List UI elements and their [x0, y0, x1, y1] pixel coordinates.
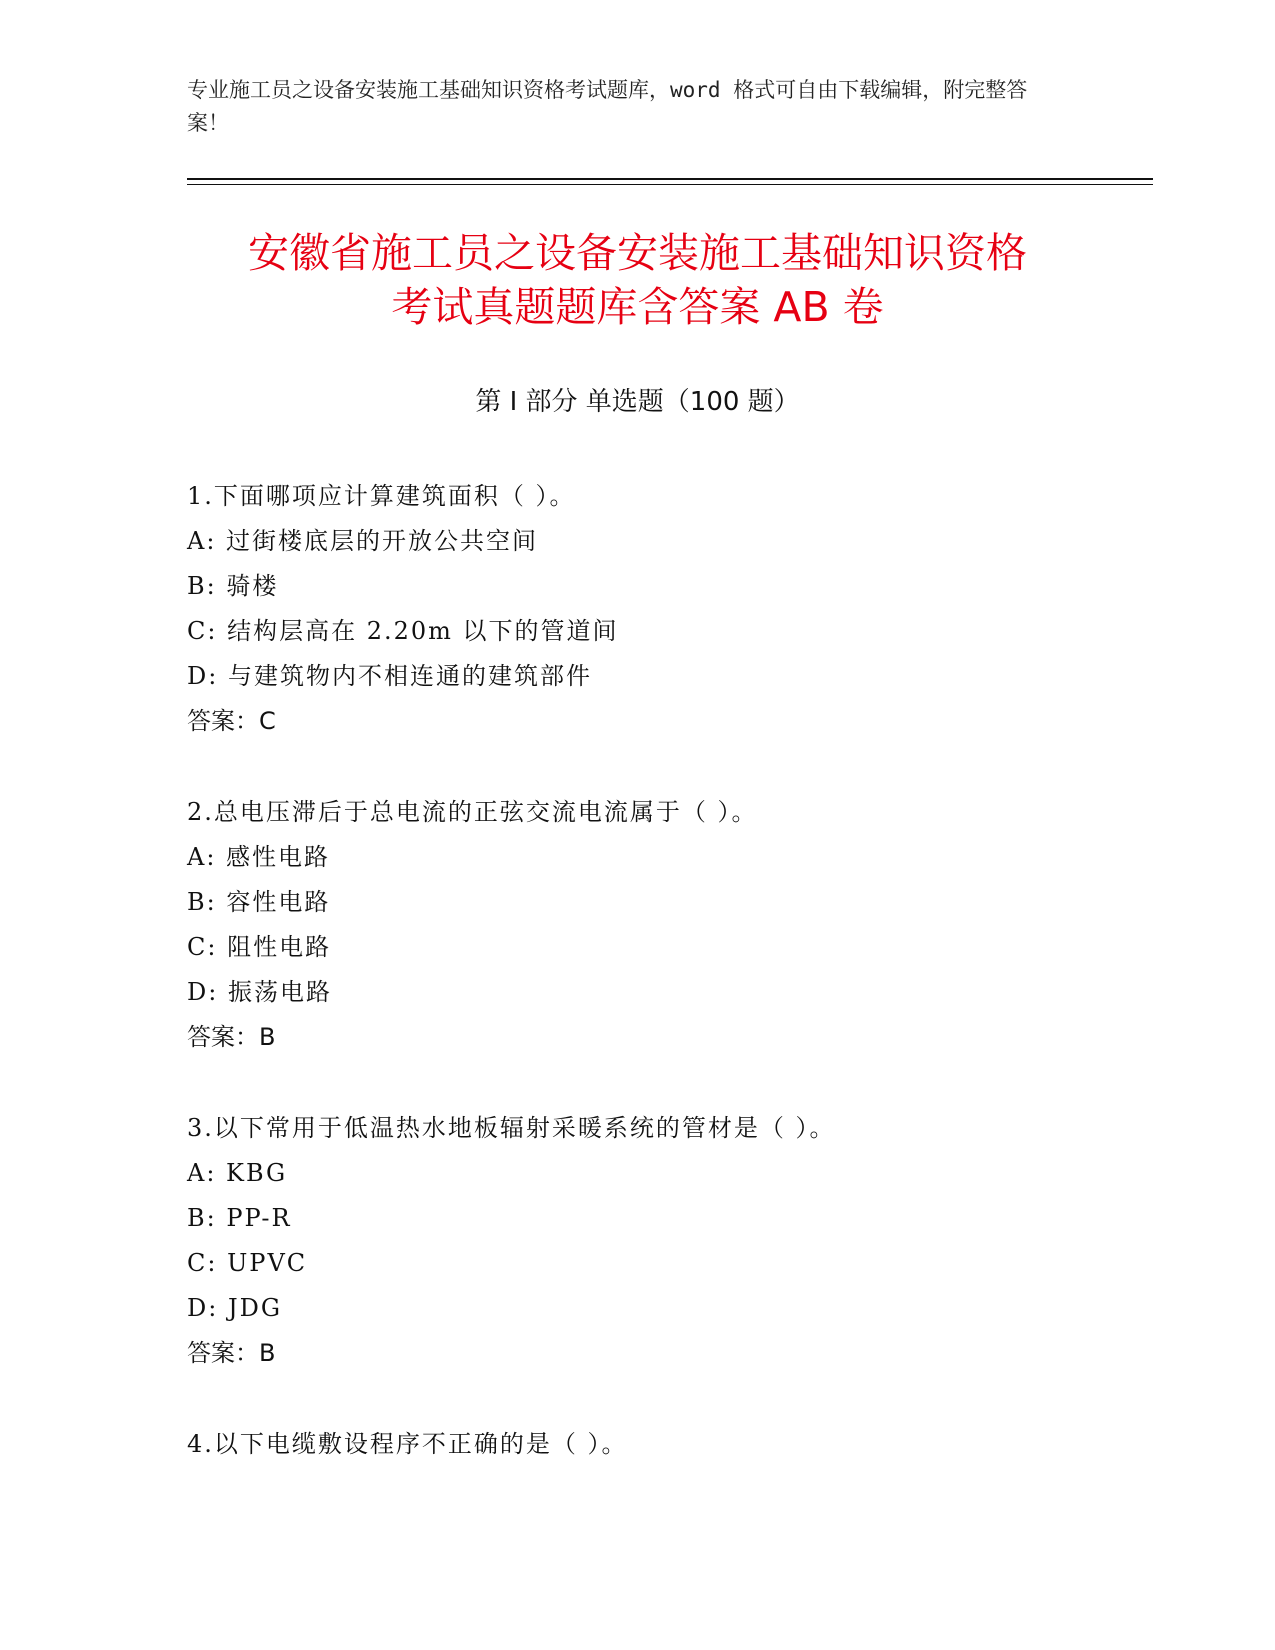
answer: 答案：B	[187, 1339, 276, 1367]
option-b: B: PP-R	[187, 1204, 292, 1232]
question-2	[187, 790, 1147, 1060]
answer: 答案：C	[187, 707, 276, 735]
title-line-1: 安徽省施工员之设备安装施工基础知识资格	[248, 229, 1027, 277]
question-gap	[187, 1060, 1147, 1106]
header-note: 专业施工员之设备安装施工基础知识资格考试题库，word 格式可自由下载编辑，附完整答案！	[187, 78, 1028, 135]
option-d: D: 振荡电路	[187, 978, 332, 1006]
option-a: A: KBG	[187, 1159, 288, 1187]
option-d: D: JDG	[187, 1294, 282, 1322]
title-line-2: 考试真题题库含答案 AB 卷	[391, 283, 884, 331]
header-rule-thin	[187, 184, 1153, 185]
option-b: B: 骑楼	[187, 572, 279, 600]
question-gap	[187, 1376, 1147, 1422]
question-stem: 3.以下常用于低温热水地板辐射采暖系统的管材是（ ）。	[187, 1114, 836, 1142]
question-stem: 1.下面哪项应计算建筑面积（ ）。	[187, 482, 576, 510]
option-a: A: 感性电路	[187, 843, 331, 871]
header-rule-thick	[187, 178, 1153, 180]
option-c: C: UPVC	[187, 1249, 308, 1277]
question-4	[187, 1422, 1147, 1467]
document-title	[120, 226, 1155, 334]
option-c: C: 结构层高在 2.20m 以下的管道间	[187, 617, 619, 645]
question-1	[187, 474, 1147, 744]
question-list	[187, 474, 1147, 1467]
question-gap	[187, 744, 1147, 790]
question-3	[187, 1106, 1147, 1376]
question-stem: 4.以下电缆敷设程序不正确的是（ ）。	[187, 1430, 628, 1458]
option-b: B: 容性电路	[187, 888, 331, 916]
option-c: C: 阻性电路	[187, 933, 332, 961]
section-heading: 第 I 部分 单选题（100 题）	[475, 387, 800, 417]
question-stem: 2.总电压滞后于总电流的正弦交流电流属于（ ）。	[187, 798, 758, 826]
option-d: D: 与建筑物内不相连通的建筑部件	[187, 662, 592, 690]
answer: 答案：B	[187, 1023, 276, 1051]
option-a: A: 过街楼底层的开放公共空间	[187, 527, 539, 555]
